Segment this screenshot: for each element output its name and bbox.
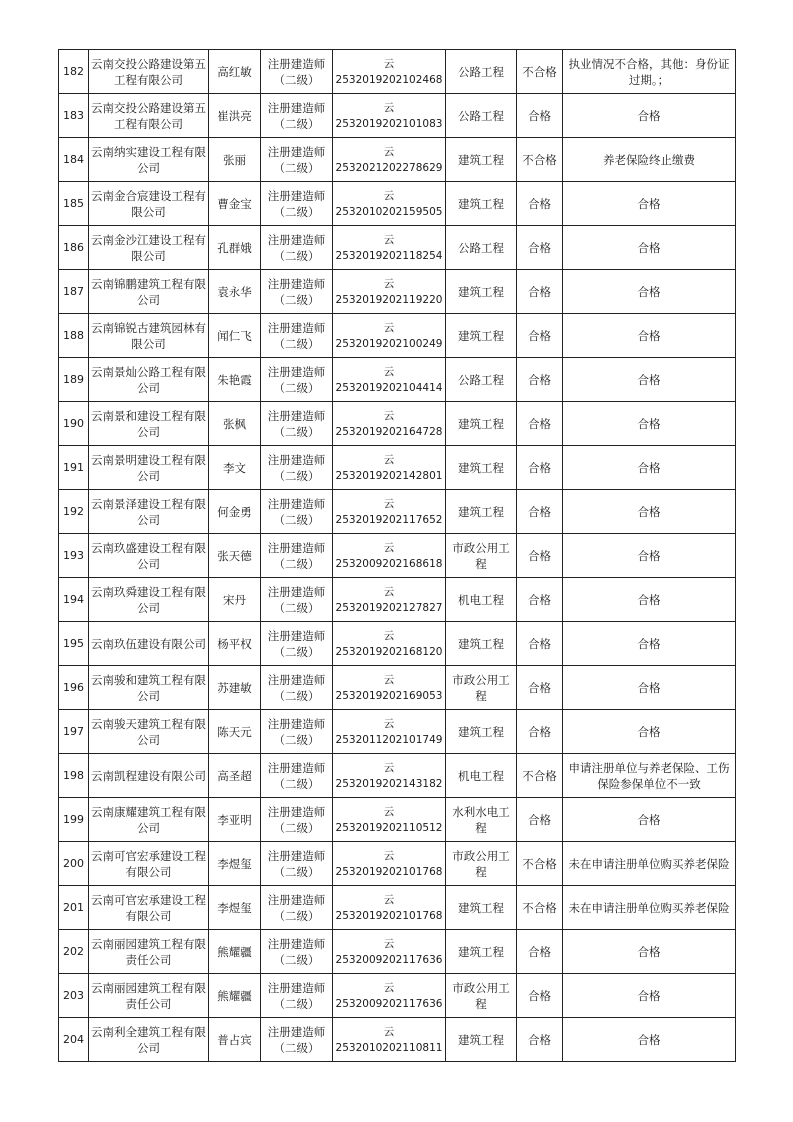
- cell-certificate-type: 注册建造师（二级）: [261, 446, 333, 490]
- cell-remark: 合格: [563, 182, 736, 226]
- registration-prefix: 云: [383, 57, 395, 70]
- cell-major-field: 建筑工程: [446, 490, 517, 534]
- cell-company-name: 云南康耀建筑工程有限公司: [89, 798, 209, 842]
- cell-company-name: 云南玖伍建设有限公司: [89, 622, 209, 666]
- cell-review-result: 合格: [517, 534, 563, 578]
- cell-major-field: 公路工程: [446, 50, 517, 94]
- cell-registration-number: [333, 446, 446, 490]
- cell-major-field: 公路工程: [446, 358, 517, 402]
- cell-major-field: 建筑工程: [446, 886, 517, 930]
- cell-major-field: 机电工程: [446, 754, 517, 798]
- cell-review-result: 不合格: [517, 138, 563, 182]
- registration-code: 2532011202101749: [335, 733, 443, 746]
- cell-registration-number: [333, 50, 446, 94]
- cell-row-number: 194: [59, 578, 89, 622]
- cell-person-name: 熊耀疆: [209, 930, 261, 974]
- cell-registration-number: [333, 842, 446, 886]
- cell-registration-number: [333, 1018, 446, 1062]
- cell-major-field: 建筑工程: [446, 182, 517, 226]
- cell-review-result: 合格: [517, 622, 563, 666]
- registration-prefix: 云: [383, 365, 395, 378]
- cell-review-result: 合格: [517, 446, 563, 490]
- table-row: [59, 798, 736, 842]
- cell-major-field: 市政公用工程: [446, 842, 517, 886]
- registration-code: 2532019202101083: [335, 117, 443, 130]
- cell-company-name: 云南丽园建筑工程有限责任公司: [89, 930, 209, 974]
- table-row: [59, 842, 736, 886]
- cell-person-name: 朱艳霞: [209, 358, 261, 402]
- cell-registration-number: [333, 402, 446, 446]
- cell-row-number: 184: [59, 138, 89, 182]
- cell-review-result: 不合格: [517, 842, 563, 886]
- registration-prefix: 云: [383, 893, 395, 906]
- table-row: [59, 490, 736, 534]
- cell-certificate-type: 注册建造师（二级）: [261, 666, 333, 710]
- cell-review-result: 合格: [517, 578, 563, 622]
- cell-row-number: 199: [59, 798, 89, 842]
- cell-company-name: 云南景灿公路工程有限公司: [89, 358, 209, 402]
- cell-company-name: 云南锦锐古建筑园林有限公司: [89, 314, 209, 358]
- cell-row-number: 197: [59, 710, 89, 754]
- cell-remark: 合格: [563, 578, 736, 622]
- cell-person-name: 高圣超: [209, 754, 261, 798]
- table-row: [59, 446, 736, 490]
- cell-person-name: 李亚明: [209, 798, 261, 842]
- table-row: [59, 974, 736, 1018]
- cell-major-field: 建筑工程: [446, 622, 517, 666]
- cell-row-number: 189: [59, 358, 89, 402]
- table-row: [59, 1018, 736, 1062]
- cell-review-result: 不合格: [517, 754, 563, 798]
- cell-row-number: 193: [59, 534, 89, 578]
- cell-certificate-type: 注册建造师（二级）: [261, 930, 333, 974]
- cell-row-number: 202: [59, 930, 89, 974]
- registration-code: 2532019202119220: [335, 293, 443, 306]
- cell-registration-number: [333, 490, 446, 534]
- cell-company-name: 云南景明建设工程有限公司: [89, 446, 209, 490]
- registration-prefix: 云: [383, 717, 395, 730]
- table-row: [59, 710, 736, 754]
- cell-certificate-type: 注册建造师（二级）: [261, 226, 333, 270]
- cell-company-name: 云南玖舜建设工程有限公司: [89, 578, 209, 622]
- cell-registration-number: [333, 534, 446, 578]
- cell-major-field: 公路工程: [446, 94, 517, 138]
- registration-prefix: 云: [383, 805, 395, 818]
- cell-major-field: 建筑工程: [446, 402, 517, 446]
- cell-company-name: 云南纳实建设工程有限公司: [89, 138, 209, 182]
- cell-row-number: 192: [59, 490, 89, 534]
- table-row: [59, 94, 736, 138]
- registration-code: 2532009202168618: [335, 557, 443, 570]
- cell-row-number: 190: [59, 402, 89, 446]
- registration-code: 2532019202164728: [335, 425, 443, 438]
- cell-row-number: 186: [59, 226, 89, 270]
- cell-remark: 合格: [563, 798, 736, 842]
- cell-major-field: 水利水电工程: [446, 798, 517, 842]
- cell-remark: 合格: [563, 666, 736, 710]
- cell-certificate-type: 注册建造师（二级）: [261, 578, 333, 622]
- cell-certificate-type: 注册建造师（二级）: [261, 842, 333, 886]
- registration-prefix: 云: [383, 761, 395, 774]
- cell-person-name: 宋丹: [209, 578, 261, 622]
- cell-certificate-type: 注册建造师（二级）: [261, 710, 333, 754]
- registration-code: 2532019202168120: [335, 645, 443, 658]
- registration-prefix: 云: [383, 937, 395, 950]
- cell-registration-number: [333, 578, 446, 622]
- cell-person-name: 何金勇: [209, 490, 261, 534]
- cell-company-name: 云南锦鹏建筑工程有限公司: [89, 270, 209, 314]
- cell-person-name: 闻仁飞: [209, 314, 261, 358]
- cell-certificate-type: 注册建造师（二级）: [261, 358, 333, 402]
- cell-major-field: 建筑工程: [446, 1018, 517, 1062]
- cell-registration-number: [333, 358, 446, 402]
- cell-remark: 合格: [563, 314, 736, 358]
- cell-certificate-type: 注册建造师（二级）: [261, 1018, 333, 1062]
- cell-remark: 未在申请注册单位购买养老保险: [563, 886, 736, 930]
- registration-prefix: 云: [383, 673, 395, 686]
- registration-prefix: 云: [383, 497, 395, 510]
- table-row: [59, 182, 736, 226]
- table-row: [59, 534, 736, 578]
- cell-remark: 合格: [563, 402, 736, 446]
- cell-registration-number: [333, 138, 446, 182]
- cell-review-result: 合格: [517, 974, 563, 1018]
- table-row: [59, 754, 736, 798]
- cell-row-number: 187: [59, 270, 89, 314]
- registration-code: 2532019202101768: [335, 909, 443, 922]
- cell-company-name: 云南景泽建设工程有限公司: [89, 490, 209, 534]
- table-row: [59, 578, 736, 622]
- cell-review-result: 合格: [517, 490, 563, 534]
- registration-code: 2532010202110811: [335, 1041, 443, 1054]
- cell-person-name: 张丽: [209, 138, 261, 182]
- cell-person-name: 李煜玺: [209, 842, 261, 886]
- cell-company-name: 云南金合宸建设工程有限公司: [89, 182, 209, 226]
- cell-remark: 合格: [563, 490, 736, 534]
- registration-code: 2532019202101768: [335, 865, 443, 878]
- cell-review-result: 合格: [517, 226, 563, 270]
- registration-prefix: 云: [383, 1025, 395, 1038]
- registration-prefix: 云: [383, 409, 395, 422]
- cell-registration-number: [333, 94, 446, 138]
- registration-prefix: 云: [383, 233, 395, 246]
- registration-prefix: 云: [383, 629, 395, 642]
- cell-row-number: 195: [59, 622, 89, 666]
- cell-company-name: 云南骏天建筑工程有限公司: [89, 710, 209, 754]
- cell-row-number: 201: [59, 886, 89, 930]
- cell-company-name: 云南交投公路建设第五工程有限公司: [89, 94, 209, 138]
- cell-review-result: 合格: [517, 94, 563, 138]
- table-row: [59, 886, 736, 930]
- cell-registration-number: [333, 798, 446, 842]
- cell-company-name: 云南可官宏承建设工程有限公司: [89, 842, 209, 886]
- cell-certificate-type: 注册建造师（二级）: [261, 94, 333, 138]
- cell-review-result: 合格: [517, 358, 563, 402]
- cell-company-name: 云南金沙江建设工程有限公司: [89, 226, 209, 270]
- cell-certificate-type: 注册建造师（二级）: [261, 50, 333, 94]
- cell-certificate-type: 注册建造师（二级）: [261, 270, 333, 314]
- cell-company-name: 云南丽园建筑工程有限责任公司: [89, 974, 209, 1018]
- cell-certificate-type: 注册建造师（二级）: [261, 798, 333, 842]
- table-body: [59, 50, 736, 1062]
- registration-code: 2532019202100249: [335, 337, 443, 350]
- registration-code: 2532010202159505: [335, 205, 443, 218]
- table-row: [59, 226, 736, 270]
- registration-prefix: 云: [383, 541, 395, 554]
- table-row: [59, 358, 736, 402]
- cell-remark: 执业情况不合格，其他：身份证过期。；: [563, 50, 736, 94]
- cell-registration-number: [333, 710, 446, 754]
- cell-certificate-type: 注册建造师（二级）: [261, 490, 333, 534]
- registration-code: 2532021202278629: [335, 161, 443, 174]
- cell-company-name: 云南利全建筑工程有限公司: [89, 1018, 209, 1062]
- cell-registration-number: [333, 930, 446, 974]
- cell-row-number: 198: [59, 754, 89, 798]
- registration-prefix: 云: [383, 321, 395, 334]
- document-page: [58, 49, 736, 1062]
- cell-major-field: 建筑工程: [446, 446, 517, 490]
- table-row: [59, 930, 736, 974]
- cell-remark: 合格: [563, 974, 736, 1018]
- cell-remark: 合格: [563, 622, 736, 666]
- cell-certificate-type: 注册建造师（二级）: [261, 138, 333, 182]
- cell-person-name: 曹金宝: [209, 182, 261, 226]
- cell-certificate-type: 注册建造师（二级）: [261, 182, 333, 226]
- cell-certificate-type: 注册建造师（二级）: [261, 534, 333, 578]
- registration-prefix: 云: [383, 145, 395, 158]
- cell-review-result: 合格: [517, 314, 563, 358]
- cell-registration-number: [333, 886, 446, 930]
- registration-code: 2532019202118254: [335, 249, 443, 262]
- registration-code: 2532019202143182: [335, 777, 443, 790]
- registration-code: 2532019202169053: [335, 689, 443, 702]
- table-row: [59, 666, 736, 710]
- cell-certificate-type: 注册建造师（二级）: [261, 886, 333, 930]
- cell-company-name: 云南骏和建筑工程有限公司: [89, 666, 209, 710]
- cell-review-result: 合格: [517, 798, 563, 842]
- cell-row-number: 185: [59, 182, 89, 226]
- cell-registration-number: [333, 314, 446, 358]
- cell-row-number: 188: [59, 314, 89, 358]
- registration-code: 2532009202117636: [335, 997, 443, 1010]
- cell-review-result: 合格: [517, 1018, 563, 1062]
- cell-remark: 合格: [563, 1018, 736, 1062]
- cell-registration-number: [333, 622, 446, 666]
- cell-person-name: 陈天元: [209, 710, 261, 754]
- cell-review-result: 不合格: [517, 50, 563, 94]
- cell-row-number: 204: [59, 1018, 89, 1062]
- cell-review-result: 不合格: [517, 886, 563, 930]
- registration-prefix: 云: [383, 101, 395, 114]
- cell-major-field: 建筑工程: [446, 710, 517, 754]
- cell-remark: 合格: [563, 710, 736, 754]
- cell-remark: 合格: [563, 226, 736, 270]
- cell-major-field: 市政公用工程: [446, 974, 517, 1018]
- cell-person-name: 袁永华: [209, 270, 261, 314]
- registration-prefix: 云: [383, 453, 395, 466]
- cell-remark: 合格: [563, 270, 736, 314]
- cell-row-number: 183: [59, 94, 89, 138]
- cell-person-name: 张天德: [209, 534, 261, 578]
- registration-review-table: [58, 49, 736, 1062]
- cell-remark: 合格: [563, 930, 736, 974]
- cell-major-field: 市政公用工程: [446, 534, 517, 578]
- cell-company-name: 云南景和建设工程有限公司: [89, 402, 209, 446]
- cell-major-field: 公路工程: [446, 226, 517, 270]
- table-row: [59, 314, 736, 358]
- registration-prefix: 云: [383, 849, 395, 862]
- cell-person-name: 李煜玺: [209, 886, 261, 930]
- cell-review-result: 合格: [517, 666, 563, 710]
- cell-row-number: 191: [59, 446, 89, 490]
- table-row: [59, 50, 736, 94]
- cell-certificate-type: 注册建造师（二级）: [261, 622, 333, 666]
- cell-person-name: 普占宾: [209, 1018, 261, 1062]
- registration-prefix: 云: [383, 189, 395, 202]
- cell-company-name: 云南可官宏承建设工程有限公司: [89, 886, 209, 930]
- cell-company-name: 云南凯程建设有限公司: [89, 754, 209, 798]
- cell-major-field: 建筑工程: [446, 270, 517, 314]
- cell-remark: 合格: [563, 358, 736, 402]
- cell-person-name: 杨平权: [209, 622, 261, 666]
- cell-review-result: 合格: [517, 710, 563, 754]
- cell-row-number: 182: [59, 50, 89, 94]
- registration-code: 2532019202142801: [335, 469, 443, 482]
- cell-review-result: 合格: [517, 930, 563, 974]
- cell-review-result: 合格: [517, 402, 563, 446]
- cell-review-result: 合格: [517, 182, 563, 226]
- cell-remark: 合格: [563, 534, 736, 578]
- cell-registration-number: [333, 666, 446, 710]
- cell-remark: 申请注册单位与养老保险、工伤保险参保单位不一致: [563, 754, 736, 798]
- cell-registration-number: [333, 270, 446, 314]
- cell-row-number: 196: [59, 666, 89, 710]
- registration-code: 2532019202127827: [335, 601, 443, 614]
- cell-person-name: 高红敏: [209, 50, 261, 94]
- registration-prefix: 云: [383, 277, 395, 290]
- cell-registration-number: [333, 226, 446, 270]
- cell-remark: 合格: [563, 94, 736, 138]
- table-row: [59, 138, 736, 182]
- cell-registration-number: [333, 974, 446, 1018]
- cell-major-field: 建筑工程: [446, 314, 517, 358]
- cell-person-name: 孔群娥: [209, 226, 261, 270]
- cell-person-name: 李文: [209, 446, 261, 490]
- cell-person-name: 苏建敏: [209, 666, 261, 710]
- cell-company-name: 云南玖盛建设工程有限公司: [89, 534, 209, 578]
- cell-person-name: 张枫: [209, 402, 261, 446]
- cell-major-field: 建筑工程: [446, 930, 517, 974]
- cell-certificate-type: 注册建造师（二级）: [261, 314, 333, 358]
- cell-certificate-type: 注册建造师（二级）: [261, 974, 333, 1018]
- registration-code: 2532019202110512: [335, 821, 443, 834]
- registration-code: 2532009202117636: [335, 953, 443, 966]
- registration-code: 2532019202117652: [335, 513, 443, 526]
- cell-person-name: 熊耀疆: [209, 974, 261, 1018]
- cell-company-name: 云南交投公路建设第五工程有限公司: [89, 50, 209, 94]
- registration-code: 2532019202102468: [335, 73, 443, 86]
- cell-review-result: 合格: [517, 270, 563, 314]
- registration-prefix: 云: [383, 981, 395, 994]
- cell-registration-number: [333, 754, 446, 798]
- cell-certificate-type: 注册建造师（二级）: [261, 402, 333, 446]
- cell-remark: 合格: [563, 446, 736, 490]
- table-row: [59, 622, 736, 666]
- cell-major-field: 机电工程: [446, 578, 517, 622]
- cell-remark: 未在申请注册单位购买养老保险: [563, 842, 736, 886]
- cell-major-field: 建筑工程: [446, 138, 517, 182]
- cell-remark: 养老保险终止缴费: [563, 138, 736, 182]
- cell-registration-number: [333, 182, 446, 226]
- table-row: [59, 402, 736, 446]
- cell-row-number: 200: [59, 842, 89, 886]
- registration-prefix: 云: [383, 585, 395, 598]
- cell-certificate-type: 注册建造师（二级）: [261, 754, 333, 798]
- table-row: [59, 270, 736, 314]
- cell-row-number: 203: [59, 974, 89, 1018]
- cell-person-name: 崔洪亮: [209, 94, 261, 138]
- registration-code: 2532019202104414: [335, 381, 443, 394]
- cell-major-field: 市政公用工程: [446, 666, 517, 710]
